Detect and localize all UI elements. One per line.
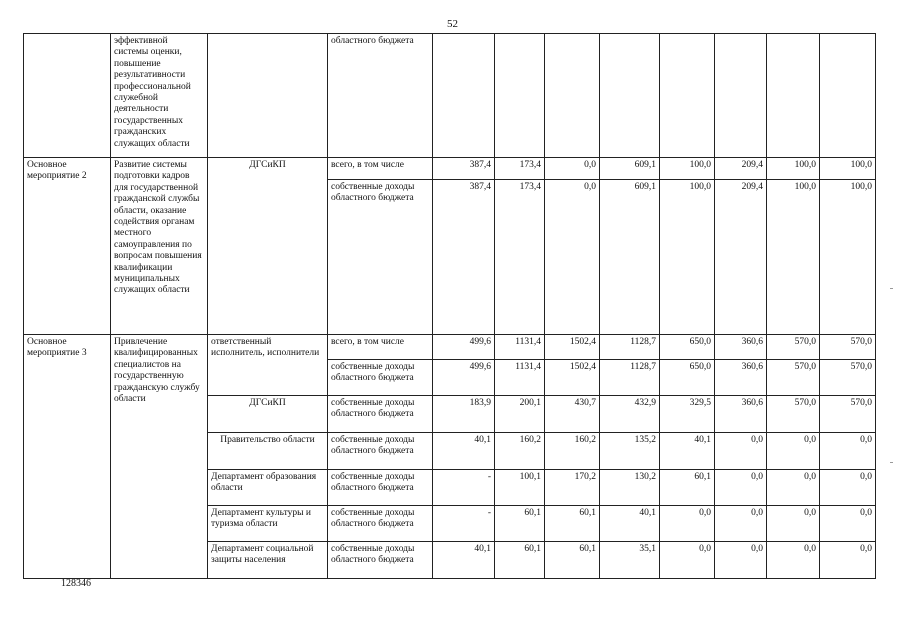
source-cell: областного бюджета xyxy=(328,34,433,158)
value-cell: 60,1 xyxy=(545,506,600,542)
value-cell xyxy=(433,34,495,158)
value-cell: 570,0 xyxy=(820,396,876,433)
value-cell: 0,0 xyxy=(820,433,876,470)
task-cell: Привлечение квалифицированных специалистов на государственную гражданскую службу области xyxy=(111,335,208,579)
value-cell xyxy=(545,34,600,158)
page-number: 52 xyxy=(447,18,458,30)
value-cell: 100,0 xyxy=(767,180,820,335)
budget-table xyxy=(23,33,876,579)
value-cell: 170,2 xyxy=(545,470,600,506)
value-cell: 650,0 xyxy=(660,360,715,396)
table-row xyxy=(24,34,876,158)
value-cell xyxy=(495,34,545,158)
source-cell: собственные доходы областного бюджета xyxy=(328,180,433,335)
value-cell: 0,0 xyxy=(715,542,767,579)
source-cell: всего, в том числе xyxy=(328,158,433,180)
value-cell: 0,0 xyxy=(545,158,600,180)
value-cell: 200,1 xyxy=(495,396,545,433)
value-cell: 360,6 xyxy=(715,335,767,360)
document-code: 128346 xyxy=(61,578,91,589)
value-cell xyxy=(767,34,820,158)
value-cell: 570,0 xyxy=(767,335,820,360)
value-cell: 60,1 xyxy=(545,542,600,579)
value-cell: - xyxy=(433,470,495,506)
value-cell: 0,0 xyxy=(767,506,820,542)
executor-cell: ответственный исполнитель, исполнители xyxy=(208,335,328,396)
value-cell: 60,1 xyxy=(495,542,545,579)
value-cell: 0,0 xyxy=(767,542,820,579)
value-cell: 570,0 xyxy=(767,360,820,396)
value-cell: 360,6 xyxy=(715,360,767,396)
value-cell xyxy=(660,34,715,158)
value-cell: 0,0 xyxy=(715,506,767,542)
scan-mark xyxy=(890,288,893,289)
scan-mark xyxy=(890,462,893,463)
value-cell: 1502,4 xyxy=(545,335,600,360)
value-cell: 100,0 xyxy=(820,180,876,335)
source-cell: собственные доходы областного бюджета xyxy=(328,396,433,433)
source-cell: собственные доходы областного бюджета xyxy=(328,360,433,396)
source-cell: собственные доходы областного бюджета xyxy=(328,542,433,579)
value-cell: 0,0 xyxy=(767,433,820,470)
value-cell: 499,6 xyxy=(433,335,495,360)
value-cell: 650,0 xyxy=(660,335,715,360)
value-cell: 432,9 xyxy=(600,396,660,433)
value-cell xyxy=(820,34,876,158)
value-cell: 0,0 xyxy=(660,542,715,579)
task-cell: Развитие системы подготовки кадров для государственной гражданской службы области, оказание содействия органам местного самоуправления по вопросам повышения квалификации муниципальных служащих области xyxy=(111,158,208,335)
task-cell: эффективной системы оценки, повышение результативности профессиональной служебной деятельности государственных гражданских служащих области xyxy=(111,34,208,158)
value-cell: 160,2 xyxy=(545,433,600,470)
value-cell: 160,2 xyxy=(495,433,545,470)
value-cell: 100,0 xyxy=(767,158,820,180)
value-cell: 570,0 xyxy=(820,360,876,396)
value-cell: 100,1 xyxy=(495,470,545,506)
value-cell: 40,1 xyxy=(660,433,715,470)
value-cell: 130,2 xyxy=(600,470,660,506)
value-cell: 1131,4 xyxy=(495,360,545,396)
value-cell: 40,1 xyxy=(600,506,660,542)
value-cell: 360,6 xyxy=(715,396,767,433)
value-cell: 499,6 xyxy=(433,360,495,396)
value-cell: 40,1 xyxy=(433,542,495,579)
value-cell: 100,0 xyxy=(660,158,715,180)
value-cell: 173,4 xyxy=(495,158,545,180)
event-cell: Основное мероприятие 3 xyxy=(24,335,111,579)
value-cell: 40,1 xyxy=(433,433,495,470)
source-cell: собственные доходы областного бюджета xyxy=(328,470,433,506)
executor-cell: Департамент образования области xyxy=(208,470,328,506)
value-cell: 60,1 xyxy=(660,470,715,506)
value-cell: 0,0 xyxy=(820,470,876,506)
value-cell: 100,0 xyxy=(820,158,876,180)
value-cell: 1128,7 xyxy=(600,335,660,360)
value-cell: 609,1 xyxy=(600,180,660,335)
executor-cell: Правительство области xyxy=(208,433,328,470)
executor-cell: ДГСиКП xyxy=(208,396,328,433)
value-cell: 430,7 xyxy=(545,396,600,433)
value-cell: 0,0 xyxy=(715,433,767,470)
event-cell: Основное мероприятие 2 xyxy=(24,158,111,335)
value-cell: 0,0 xyxy=(545,180,600,335)
value-cell: 135,2 xyxy=(600,433,660,470)
value-cell: 609,1 xyxy=(600,158,660,180)
value-cell: 0,0 xyxy=(767,470,820,506)
source-cell: собственные доходы областного бюджета xyxy=(328,433,433,470)
value-cell: 329,5 xyxy=(660,396,715,433)
value-cell: 173,4 xyxy=(495,180,545,335)
value-cell: 570,0 xyxy=(820,335,876,360)
value-cell: 0,0 xyxy=(715,470,767,506)
table-row xyxy=(24,335,876,360)
value-cell: 0,0 xyxy=(660,506,715,542)
executor-cell: ДГСиКП xyxy=(208,158,328,335)
source-cell: собственные доходы областного бюджета xyxy=(328,506,433,542)
executor-cell: Департамент культуры и туризма области xyxy=(208,506,328,542)
value-cell: 35,1 xyxy=(600,542,660,579)
value-cell: 0,0 xyxy=(820,542,876,579)
value-cell: 183,9 xyxy=(433,396,495,433)
event-cell xyxy=(24,34,111,158)
value-cell xyxy=(600,34,660,158)
value-cell: 100,0 xyxy=(660,180,715,335)
value-cell: - xyxy=(433,506,495,542)
executor-cell: Департамент социальной защиты населения xyxy=(208,542,328,579)
value-cell: 209,4 xyxy=(715,158,767,180)
value-cell: 387,4 xyxy=(433,158,495,180)
value-cell: 570,0 xyxy=(767,396,820,433)
value-cell: 0,0 xyxy=(820,506,876,542)
value-cell: 1128,7 xyxy=(600,360,660,396)
source-cell: всего, в том числе xyxy=(328,335,433,360)
value-cell: 60,1 xyxy=(495,506,545,542)
value-cell xyxy=(715,34,767,158)
value-cell: 1131,4 xyxy=(495,335,545,360)
table-row xyxy=(24,158,876,180)
value-cell: 1502,4 xyxy=(545,360,600,396)
value-cell: 387,4 xyxy=(433,180,495,335)
value-cell: 209,4 xyxy=(715,180,767,335)
executor-cell xyxy=(208,34,328,158)
